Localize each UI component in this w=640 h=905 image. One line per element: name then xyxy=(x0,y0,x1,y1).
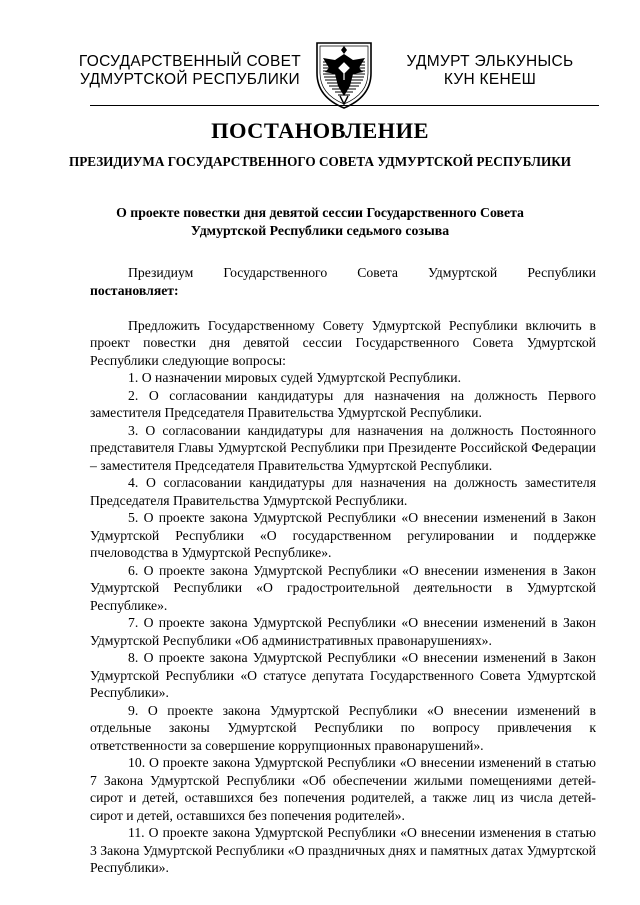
decree-opening: Президиум Государственного Совета Удмуртской Республики xyxy=(128,265,596,280)
agenda-item: 7. О проекте закона Удмуртской Республики «О внесении изменений в Закон Удмуртской Республики «Об административных правонарушениях». xyxy=(90,615,596,648)
agenda-item: 3. О согласовании кандидатуры для назначения на должность Постоянного представителя Главы Удмуртской Республики при Президенте Российской Федерации – заместителя Председателя Правительства Удмуртской Республики. xyxy=(90,422,596,473)
agenda-item: 1. О назначении мировых судей Удмуртской Республики. xyxy=(128,370,462,385)
resolution-heading-line2: Удмуртской Республики седьмого созыва xyxy=(190,222,450,238)
issuer-subtitle: ПРЕЗИДИУМА ГОСУДАРСТВЕННОГО СОВЕТА УДМУРТСКОЙ РЕСПУБЛИКИ xyxy=(68,154,572,169)
letterhead-divider xyxy=(90,105,599,106)
coat-of-arms-emblem xyxy=(311,40,377,110)
letterhead-right xyxy=(390,53,590,89)
document-body xyxy=(90,264,596,877)
agenda-item: 8. О проекте закона Удмуртской Республики «О внесении изменений в Закон Удмуртской Республики «О статусе депутата Государственного Совета Удмуртской Республики». xyxy=(90,650,596,700)
letterhead-left-line1: ГОСУДАРСТВЕННЫЙ СОВЕТ xyxy=(78,53,302,70)
letterhead-right-line1: УДМУРТ ЭЛЬКУНЫСЬ xyxy=(406,53,574,70)
agenda-item: 4. О согласовании кандидатуры для назначения на должность заместителя Председателя Правительства Удмуртской Республики. xyxy=(90,475,596,508)
decree-verb: постановляет: xyxy=(90,282,179,298)
intro-paragraph: Предложить Государственному Совету Удмуртской Республики включить в проект повестки дня девятой сессии Государственного Совета Удмуртской Республики следующие вопросы: xyxy=(90,317,596,368)
resolution-heading-line1: О проекте повестки дня девятой сессии Государственного Совета xyxy=(116,205,524,220)
agenda-item: 2. О согласовании кандидатуры для назначения на должность Первого заместителя Председателя Правительства Удмуртской Республики. xyxy=(90,387,596,420)
resolution-heading xyxy=(60,204,580,239)
letterhead-left-line2: УДМУРТСКОЙ РЕСПУБЛИКИ xyxy=(80,71,300,88)
agenda-item: 11. О проекте закона Удмуртской Республики «О внесении изменения в статью 3 Закона Удмуртской Республики «О праздничных днях и памятных датах Удмуртской Республики». xyxy=(90,825,596,875)
agenda-item: 10. О проекте закона Удмуртской Республики «О внесении изменений в статью 7 Закона Удмуртской Республики «Об обеспечении жилыми помещениями детей-сирот и детей, оставшихся без попечения родителей, а также лиц из числа детей-сирот и детей, оставшихся без попечения родителей». xyxy=(90,755,596,823)
agenda-item: 9. О проекте закона Удмуртской Республики «О внесении изменений в отдельные законы Удмуртской Республики по вопросу привлечения к ответственности за совершение коррупционных правонарушений». xyxy=(90,702,596,753)
letterhead-left xyxy=(70,53,310,89)
agenda-item: 6. О проекте закона Удмуртской Республики «О внесении изменения в Закон Удмуртской Республики «О градостроительной деятельности в Удмуртской Республике». xyxy=(90,562,596,613)
document-type-title: ПОСТАНОВЛЕНИЕ xyxy=(211,118,429,143)
letterhead xyxy=(0,40,640,110)
agenda-item: 5. О проекте закона Удмуртской Республики «О внесении изменений в Закон Удмуртской Республики «О государственном регулировании и поддержке пчеловодства в Удмуртской Республике». xyxy=(90,510,596,560)
letterhead-right-line2: КУН КЕНЕШ xyxy=(443,71,537,88)
